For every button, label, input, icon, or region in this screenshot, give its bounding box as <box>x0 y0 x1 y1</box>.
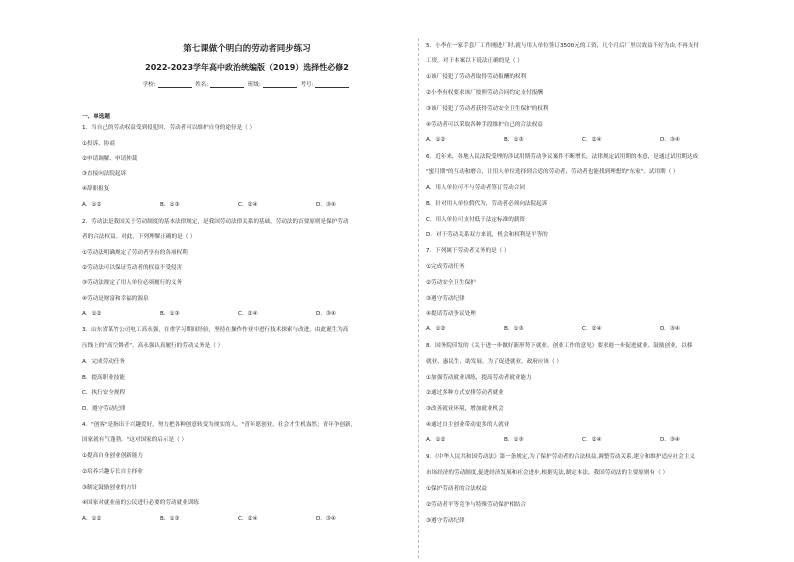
name-blank <box>210 87 244 88</box>
question-line: 7．下列属于劳动者义务的是（ ） <box>426 248 510 254</box>
school-blank <box>158 87 192 88</box>
student-info-fields <box>82 80 412 88</box>
question-line: "蜜月期"的互动和磨合，让用人单位选择到合适的劳动者，劳动者也能找到理想的"东家"。试用期（ ） <box>426 169 679 175</box>
option: B．①③ <box>504 437 524 443</box>
option: D．③④ <box>660 437 680 443</box>
page-subtitle: 2022-2023学年高中政治统编版（2019）选择性必修2 <box>145 63 349 72</box>
question-line: A．完成劳动任务 <box>82 359 125 365</box>
option: C．②④ <box>582 326 602 332</box>
class-blank <box>263 87 297 88</box>
question-line: ①加强劳动就业训练，提高劳动者就业能力 <box>426 375 532 381</box>
question-line: B．提高职业技能 <box>82 375 125 381</box>
option: D．③④ <box>660 137 680 143</box>
options-row <box>82 516 394 523</box>
option: C．②④ <box>582 137 602 143</box>
question-line: ①保护劳动者的合法权益 <box>426 486 487 492</box>
question-line: ②通过多种方式安排劳动者就业 <box>426 390 504 396</box>
question-line: 压线上的"高空舞者"。高永强认真履行的劳动义务是（ ） <box>82 343 224 349</box>
question-line: D．遵守劳动纪律 <box>82 406 126 412</box>
option: A．①② <box>82 202 102 208</box>
page-title: 第七课做个明白的劳动者同步练习 <box>183 44 311 54</box>
question-line: ②小李有权要求该厂按照劳动合同约定支付报酬 <box>426 90 543 96</box>
question-line: ②申请调解、申请仲裁 <box>82 156 138 162</box>
option: A．①② <box>426 437 446 443</box>
question-line: ③遵守劳动纪律 <box>426 296 465 302</box>
option: C．②④ <box>238 202 258 208</box>
question-line: B．针对用人单位假代为，劳动者必须向法院起诉 <box>426 201 548 207</box>
option: B．①③ <box>160 516 180 522</box>
question-line: 国家就有气蓬勃。"这对国家的启示是（ ） <box>82 437 188 443</box>
question-line: 就业、惠民生、助发展。为了促进就业，政府应该（ ） <box>426 359 563 365</box>
question-line: ③该厂侵犯了劳动者获得劳动安全卫生保护的权利 <box>426 106 549 112</box>
option: D．③④ <box>316 516 336 522</box>
question-line: A．用人单位可不与劳动者签订劳动合同 <box>426 185 525 191</box>
question-line: 8．国务院印发的《关于进一步做好新形势下就业、创业工作的意见》要求進一步促进就业、鼓励创业，以移 <box>426 343 693 349</box>
option: C．②④ <box>238 516 258 522</box>
section-heading: 一、单选题 <box>82 114 110 120</box>
question-line: 市场经济的劳动制度,促进经济发展和社会进步,根据宪法,制定本法。我国劳动法的主要原则有（ ） <box>426 470 669 476</box>
options-row <box>426 326 738 333</box>
question-line: 9．《中华人民共和国劳动法》第一条规定,为了保护劳动者的合法权益,调整劳动关系,建立和维护适应社会主义 <box>426 454 696 460</box>
exam-number-blank <box>315 87 349 88</box>
option: B．①③ <box>160 202 180 208</box>
question-line: ①投诉、协商 <box>82 141 115 147</box>
question-line: ①劳动法明确规定了劳动者享有的各项权利 <box>82 250 188 256</box>
question-line: ③劳动法规定了用人单位必须履行的义务 <box>82 280 183 286</box>
option: C．②④ <box>238 311 258 317</box>
question-line: ①该厂侵犯了劳动者取得劳动报酬的权利 <box>426 74 527 80</box>
option: A．①② <box>426 137 446 143</box>
question-line: ④劳动是财富和幸福的源泉 <box>82 296 149 302</box>
question-line: D．对于劳动关系双方来说，机会和权利是平等的 <box>426 232 548 238</box>
question-line: 3．山东省某竹公司电工高永强，在重学习期间经验，坚持在操作作业中进行技术探索与改进，由此诞生为高 <box>82 327 349 333</box>
question-line: ④通过自主创业带动更多的人就业 <box>426 422 510 428</box>
question-line: ②培养兴趣专长自主择业 <box>82 469 143 475</box>
option: A．①② <box>82 516 102 522</box>
class-label: 班级: <box>247 82 261 88</box>
question-line: 6．近年来，各地人民法院受理的涉试用期劳动争议案件不断增长。法律规定试用期的本意，是通过试用期达成 <box>426 154 699 160</box>
exam-number-label: 考号: <box>300 82 314 88</box>
options-row <box>426 137 738 144</box>
option: B．①③ <box>504 326 524 332</box>
options-row <box>82 202 394 209</box>
question-line: ②劳动者平等竞争与特殊劳动保护相结合 <box>426 502 527 508</box>
question-line: ①提高自身创业创新能力 <box>82 453 143 459</box>
question-line: 5．小李在一家手套厂工作刚进厂时,就与用人单位签订3500元的工资，几个月后厂里以效益不好为由,不再支付 <box>426 43 700 49</box>
question-line: C．用人单位可支付低于法定标准的薪资 <box>426 217 526 223</box>
name-label: 姓名: <box>195 82 209 88</box>
question-line: ②劳动法可以保证劳动者的权益不受侵害 <box>82 265 183 271</box>
question-line: 1．当自己的劳动权益受到侵犯时，劳动者可以维护自身的途径是（ ） <box>82 125 256 131</box>
question-line: ④劳动者可以采取各种手段维护自己的合法权益 <box>426 122 543 128</box>
option: B．①③ <box>160 311 180 317</box>
column-divider <box>418 38 419 558</box>
options-row <box>82 311 394 318</box>
question-line: ④国家对就业前的公民进行必要的劳动就业训练 <box>82 500 199 506</box>
options-row <box>426 437 738 444</box>
option: B．①③ <box>504 137 524 143</box>
question-line: ③改善就业环境，增加就业机会 <box>426 406 504 412</box>
question-line: C．执行安全规程 <box>82 390 126 396</box>
question-line: ③制定鼓励创业的方针 <box>82 485 138 491</box>
school-label: 学校: <box>142 82 156 88</box>
option: A．①② <box>426 326 446 332</box>
question-line: 2．劳动法是我国关于劳动制度的基本法律规定，是我国劳动法律关系的基础，劳动法的首要原则是保护劳动 <box>82 219 349 225</box>
question-line: ④辞职报复 <box>82 186 110 192</box>
option: D．③④ <box>316 311 336 317</box>
option: C．②④ <box>582 437 602 443</box>
question-line: 4．"创客"是指出于兴趣爱好，努力把各种创意转变为现实的人。"青年愿创业，社会才生机盎然；青年争创新， <box>82 422 357 428</box>
question-line: ③直接向法院起诉 <box>82 171 127 177</box>
option: D．③④ <box>660 326 680 332</box>
question-line: ①完成劳动任务 <box>426 264 465 270</box>
question-line: 工资。对于本案以下说法正确的是（ ） <box>426 58 523 64</box>
option: A．①② <box>82 311 102 317</box>
question-line: 者的合法权益。对此，下列理解正确的是（ ） <box>82 234 196 240</box>
question-line: ③遵守劳动纪律 <box>426 518 465 524</box>
question-line: ④提请劳动争议处理 <box>426 311 476 317</box>
option: D．③④ <box>316 202 336 208</box>
question-line: ②劳动安全卫生保护 <box>426 280 476 286</box>
